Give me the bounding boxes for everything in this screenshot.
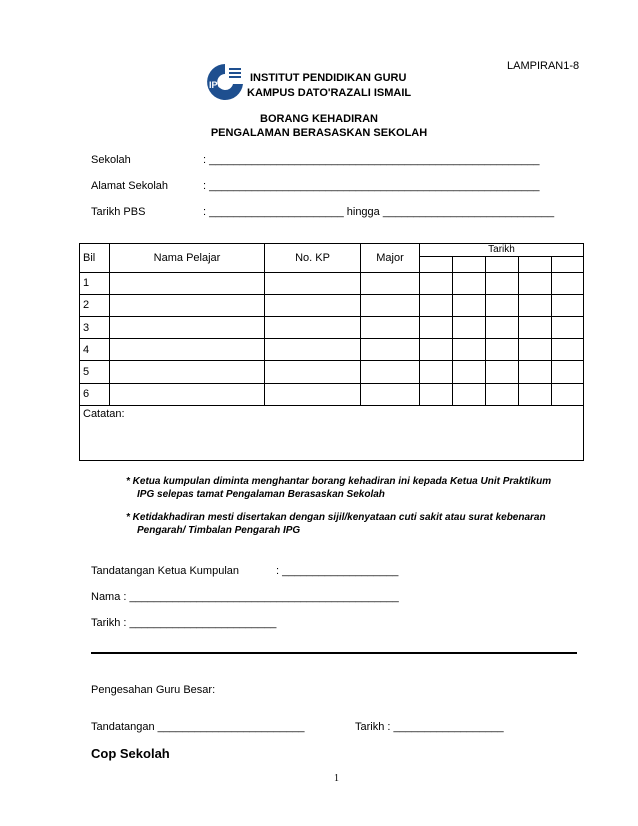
ttd-ketua-field[interactable]: : ___________________ <box>276 565 399 577</box>
cell-nama[interactable] <box>110 339 265 361</box>
cell-tarikh[interactable] <box>552 339 584 361</box>
cell-tarikh[interactable] <box>552 272 584 294</box>
cell-tarikh[interactable] <box>420 272 453 294</box>
cell-nokp[interactable] <box>265 383 361 405</box>
ttd-ketua-label: Tandatangan Ketua Kumpulan <box>91 565 240 577</box>
ttd-gb-field[interactable]: Tandatangan ________________________ <box>91 721 305 733</box>
cell-nama[interactable] <box>110 383 265 405</box>
table-row <box>80 317 584 339</box>
tarikh-pbs-field[interactable]: : ______________________ hingga ____________________________ <box>203 206 555 218</box>
cell-tarikh[interactable] <box>486 383 519 405</box>
cell-tarikh[interactable] <box>453 317 486 339</box>
cell-tarikh[interactable] <box>420 383 453 405</box>
cell-tarikh[interactable] <box>519 317 552 339</box>
note1-line2: IPG selepas tamat Pengalaman Berasaskan Sekolah <box>137 489 385 500</box>
table-row <box>80 339 584 361</box>
cell-tarikh[interactable] <box>453 383 486 405</box>
catatan-box[interactable] <box>80 405 584 460</box>
institution-line2: KAMPUS DATO'RAZALI ISMAIL <box>247 87 412 99</box>
cell-tarikh[interactable] <box>453 361 486 383</box>
cell-tarikh[interactable] <box>552 361 584 383</box>
cell-tarikh[interactable] <box>519 383 552 405</box>
cell-tarikh[interactable] <box>486 272 519 294</box>
row-number: 6 <box>80 383 110 405</box>
cell-tarikh[interactable] <box>420 361 453 383</box>
cell-nokp[interactable] <box>265 294 361 316</box>
table-row <box>80 272 584 294</box>
header-major: Major <box>361 244 420 273</box>
lampiran-label: LAMPIRAN1-8 <box>507 60 580 72</box>
ipg-logo <box>203 62 247 102</box>
tarikh-gb-field[interactable]: Tarikh : __________________ <box>355 721 504 733</box>
cell-tarikh[interactable] <box>453 272 486 294</box>
alamat-label: Alamat Sekolah <box>91 180 169 192</box>
row-number: 3 <box>80 317 110 339</box>
institution-line1: INSTITUT PENDIDIKAN GURU <box>250 72 407 84</box>
note2-line1: * Ketidakhadiran mesti disertakan dengan sijil/kenyataan cuti sakit atau surat kebenaran <box>126 512 546 523</box>
logo-text: IPG <box>209 80 225 90</box>
cell-tarikh[interactable] <box>519 294 552 316</box>
table-row <box>80 294 584 316</box>
cell-tarikh[interactable] <box>453 339 486 361</box>
table-row <box>80 361 584 383</box>
cell-tarikh[interactable] <box>453 294 486 316</box>
cell-nama[interactable] <box>110 317 265 339</box>
header-tarikh: Tarikh <box>420 244 584 257</box>
cop-sekolah: Cop Sekolah <box>91 746 170 761</box>
cell-nokp[interactable] <box>265 272 361 294</box>
tarikh-subcell <box>420 256 453 272</box>
cell-tarikh[interactable] <box>519 361 552 383</box>
cell-tarikh[interactable] <box>519 339 552 361</box>
cell-tarikh[interactable] <box>486 294 519 316</box>
form-title-line2: PENGALAMAN BERASASKAN SEKOLAH <box>210 127 428 139</box>
tarikh-subcell <box>552 256 584 272</box>
cell-nama[interactable] <box>110 361 265 383</box>
cell-tarikh[interactable] <box>519 272 552 294</box>
sekolah-label: Sekolah <box>91 154 131 166</box>
cell-major[interactable] <box>361 383 420 405</box>
cell-major[interactable] <box>361 294 420 316</box>
table-row <box>80 383 584 405</box>
cell-tarikh[interactable] <box>420 339 453 361</box>
section-divider <box>91 652 577 654</box>
note2-line2: Pengarah/ Timbalan Pengarah IPG <box>137 525 301 536</box>
row-number: 1 <box>80 272 110 294</box>
pengesahan-label: Pengesahan Guru Besar: <box>91 684 216 696</box>
cell-nokp[interactable] <box>265 317 361 339</box>
cell-nama[interactable] <box>110 272 265 294</box>
sekolah-field[interactable]: : ______________________________________________________ <box>203 154 540 166</box>
cell-nama[interactable] <box>110 294 265 316</box>
cell-tarikh[interactable] <box>486 361 519 383</box>
row-number: 2 <box>80 294 110 316</box>
header-nama: Nama Pelajar <box>110 244 265 273</box>
tarikh-field[interactable]: Tarikh : ________________________ <box>91 617 277 629</box>
cell-nokp[interactable] <box>265 339 361 361</box>
cell-tarikh[interactable] <box>420 317 453 339</box>
tarikh-subcell <box>486 256 519 272</box>
cell-tarikh[interactable] <box>486 339 519 361</box>
cell-tarikh[interactable] <box>486 317 519 339</box>
cell-tarikh[interactable] <box>552 294 584 316</box>
row-number: 4 <box>80 339 110 361</box>
attendance-table <box>79 243 584 461</box>
note1-line1: * Ketua kumpulan diminta menghantar borang kehadiran ini kepada Ketua Unit Praktikum <box>126 476 552 487</box>
header-bil: Bil <box>80 244 110 273</box>
cell-tarikh[interactable] <box>420 294 453 316</box>
cell-major[interactable] <box>361 361 420 383</box>
header-nokp: No. KP <box>265 244 361 273</box>
cell-major[interactable] <box>361 317 420 339</box>
tarikh-pbs-label: Tarikh PBS <box>91 206 146 218</box>
cell-major[interactable] <box>361 272 420 294</box>
form-title-line1: BORANG KEHADIRAN <box>260 113 378 125</box>
cell-nokp[interactable] <box>265 361 361 383</box>
catatan-label: Catatan: <box>83 407 125 420</box>
page-number: 1 <box>334 773 339 784</box>
cell-tarikh[interactable] <box>552 383 584 405</box>
row-number: 5 <box>80 361 110 383</box>
cell-major[interactable] <box>361 339 420 361</box>
nama-field[interactable]: Nama : ____________________________________________ <box>91 591 399 603</box>
alamat-field[interactable]: : ______________________________________________________ <box>203 180 540 192</box>
tarikh-subcell <box>519 256 552 272</box>
tarikh-subcell <box>453 256 486 272</box>
cell-tarikh[interactable] <box>552 317 584 339</box>
